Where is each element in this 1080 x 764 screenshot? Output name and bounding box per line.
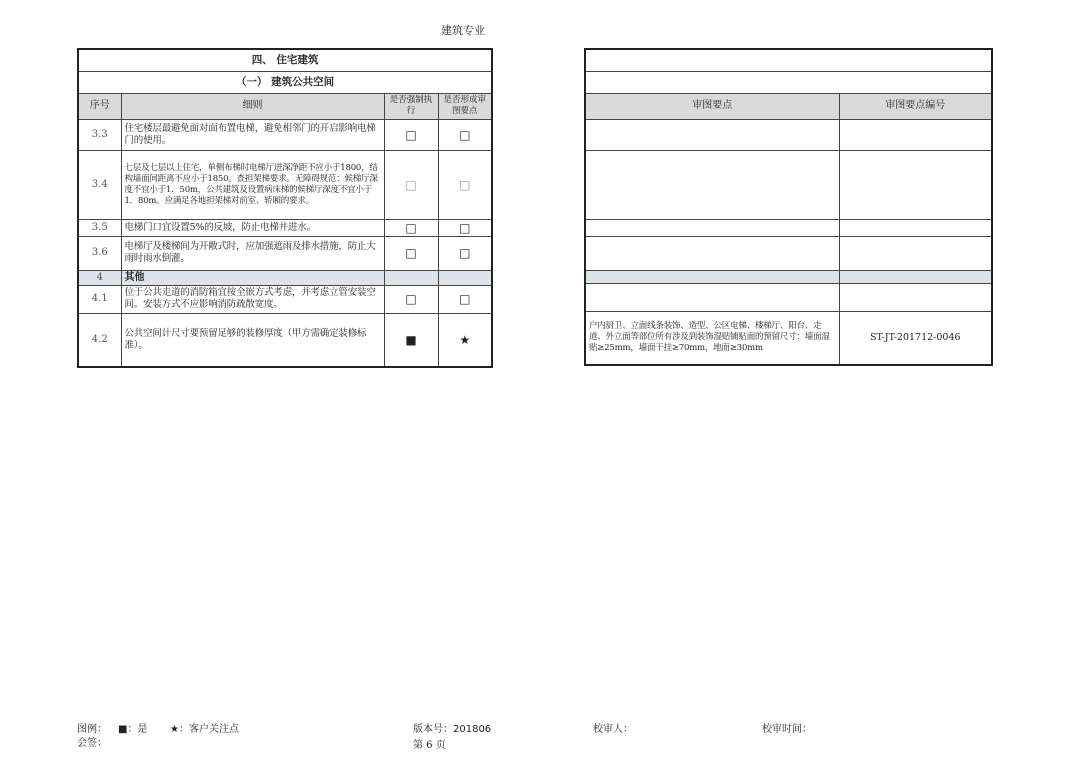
countersign-label: 会签： — [77, 738, 107, 749]
row-detail: 七层及七层以上住宅，单侧布梯时电梯厅进深净距不应小于1800，结构墙面间距离不应小于1850。查担架梯要求。无障碍规范：候梯厅深度不宜小于1．50m，公共建筑及设置病床梯的候梯厅深度不宜小于1．80m。应满足各地担架梯对前室、轿厢的要求。 — [121, 150, 384, 219]
table-row — [78, 119, 492, 150]
mandatory-checkbox: □ — [384, 285, 438, 313]
group-title: 其他 — [121, 270, 384, 285]
mandatory-checkbox: □ — [384, 219, 438, 236]
row-detail: 公共空间计尺寸要预留足够的装修厚度（甲方需确定装修标准）。 — [121, 313, 384, 367]
empty-cell — [438, 270, 492, 285]
review-point-cell — [585, 150, 839, 219]
client-focus-star-icon: ★ — [438, 313, 492, 367]
subsection-title: （一） 建筑公共空间 — [78, 71, 492, 93]
row-detail: 电梯门口宜设置5%的反坡，防止电梯井进水。 — [121, 219, 384, 236]
blank-title-row — [585, 49, 992, 71]
header-review-points: 审图要点 — [585, 93, 839, 119]
section-title: 四、 住宅建筑 — [78, 49, 492, 71]
standards-table — [77, 48, 493, 368]
header-detail: 细则 — [121, 93, 384, 119]
legend-yes: ■：是 — [118, 724, 148, 735]
row-number: 3.6 — [78, 236, 121, 270]
review-code-cell — [839, 150, 992, 219]
page-number: 第 6 页 — [413, 740, 446, 751]
empty-cell — [384, 270, 438, 285]
review-point-text: 户内厨卫、立面线条装饰、造型、公区电梯、楼梯厅、阳台、走道、外立面等部位所有涉及到装饰湿贴铺贴面的预留尺寸：墙面湿贴≥25mm，墙面干挂≥70mm，地面≥30mm — [585, 311, 839, 365]
row-number: 3.5 — [78, 219, 121, 236]
header-no: 序号 — [78, 93, 121, 119]
review-points-table — [584, 48, 993, 366]
row-number: 3.3 — [78, 119, 121, 150]
review-point-checkbox: □ — [438, 236, 492, 270]
row-number: 4.2 — [78, 313, 121, 367]
table-row — [78, 150, 492, 219]
review-code-cell — [839, 270, 992, 283]
row-detail: 住宅楼层最避免面对面布置电梯，避免相邻门的开启影响电梯门的使用。 — [121, 119, 384, 150]
mandatory-checkbox: □ — [384, 119, 438, 150]
table-row — [78, 236, 492, 270]
review-point-checkbox: □ — [438, 285, 492, 313]
review-point-cell — [585, 119, 839, 150]
specialty-header: 建筑专业 — [441, 24, 485, 37]
review-point-cell — [585, 236, 839, 270]
review-point-code: ST-JT-201712-0046 — [839, 311, 992, 365]
row-detail: 位于公共走道的消防箱宜按全嵌方式考虑，并考虑立管安装空间。安装方式不应影响消防疏散宽度。 — [121, 285, 384, 313]
row-detail: 电梯厅及楼梯间为开敞式时，应加强遮雨及排水措施，防止大雨时雨水倒灌。 — [121, 236, 384, 270]
review-code-cell — [839, 119, 992, 150]
header-review-code: 审图要点编号 — [839, 93, 992, 119]
reviewer-label: 校审人： — [593, 724, 633, 735]
row-number: 3.4 — [78, 150, 121, 219]
table-row — [78, 219, 492, 236]
blank-subtitle-row — [585, 71, 992, 93]
header-mandatory: 是否强制执行 — [384, 93, 438, 119]
mandatory-checkbox: □ — [384, 236, 438, 270]
review-code-cell — [839, 236, 992, 270]
review-code-cell — [839, 219, 992, 236]
group-row — [78, 270, 492, 285]
header-review-point: 是否形成审图要点 — [438, 93, 492, 119]
legend-label: 图例： — [77, 724, 107, 735]
review-point-checkbox: □ — [438, 219, 492, 236]
review-point-checkbox: □ — [438, 150, 492, 219]
review-point-cell — [585, 219, 839, 236]
review-point-checkbox: □ — [438, 119, 492, 150]
row-number: 4 — [78, 270, 121, 285]
review-point-cell — [585, 283, 839, 311]
version-number: 版本号：201806 — [413, 724, 492, 735]
row-number: 4.1 — [78, 285, 121, 313]
legend-client-focus: ★：客户关注点 — [170, 724, 239, 735]
mandatory-mark: ■ — [384, 313, 438, 367]
mandatory-checkbox: □ — [384, 150, 438, 219]
table-row — [78, 285, 492, 313]
table-row — [78, 313, 492, 367]
review-point-cell — [585, 270, 839, 283]
review-code-cell — [839, 283, 992, 311]
review-time-label: 校审时间： — [762, 724, 812, 735]
